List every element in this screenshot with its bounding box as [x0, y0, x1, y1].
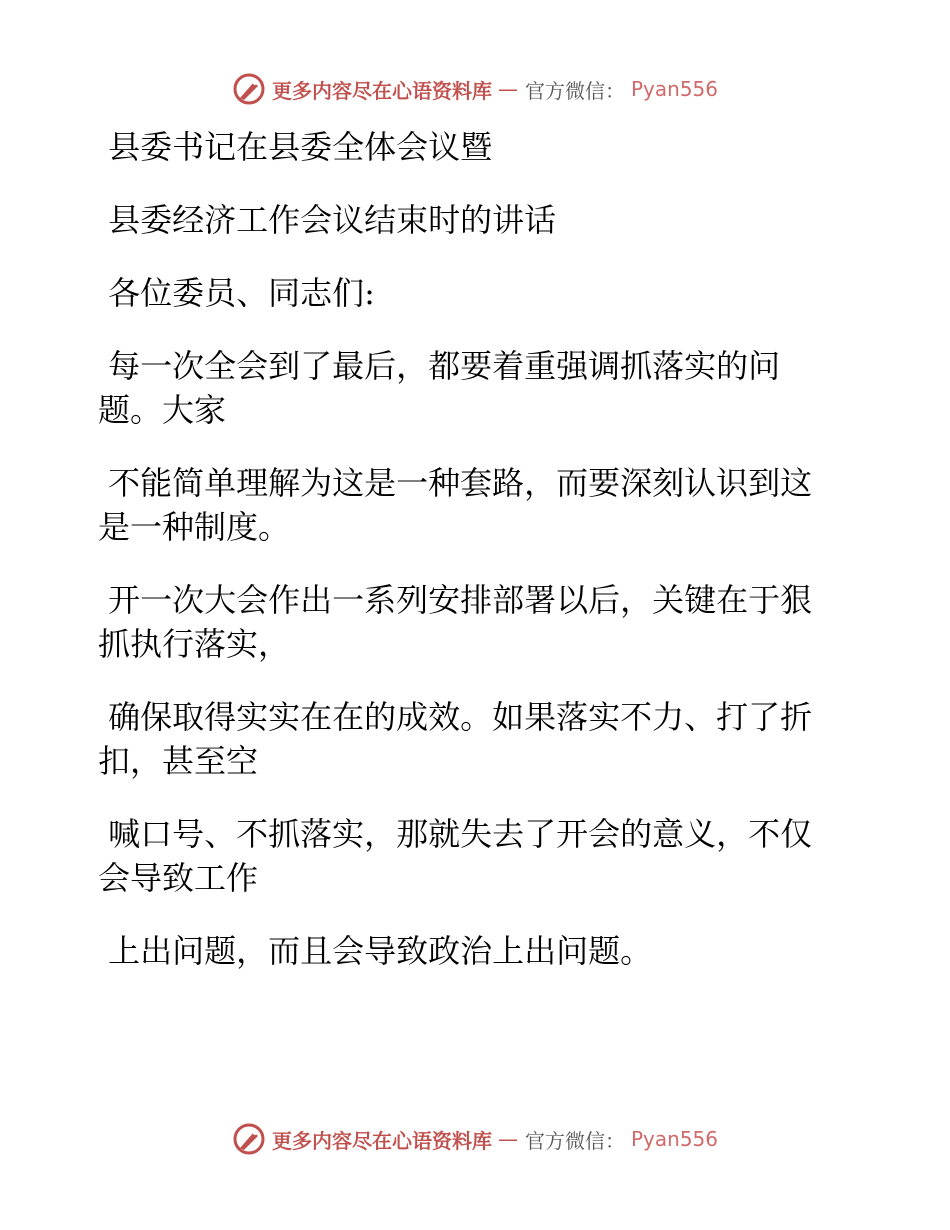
watermark-id: Pyan556 [630, 77, 718, 101]
paragraph-line: 确保取得实实在在的成效。如果落实不力、打了折扣，甚至空 [98, 698, 813, 780]
paragraph-line: 喊口号、不抓落实，那就失去了开会的意义，不仅会导致工作 [98, 815, 813, 897]
watermark-separator: — [497, 1127, 519, 1151]
title-line-2: 县委经济工作会议结束时的讲话 [98, 201, 557, 239]
watermark-main-text: 更多内容尽在心语资料库 [271, 78, 492, 103]
paragraph-line: 上出问题，而且会导致政治上出问题。 [98, 932, 653, 970]
title-line-1: 县委书记在县委全体会议暨 [98, 128, 493, 166]
paragraph-line: 开一次大会作出一系列安排部署以后，关键在于狠抓执行落实， [98, 581, 813, 663]
pen-logo-icon [232, 72, 266, 106]
salutation: 各位委员、同志们: [98, 274, 375, 312]
footer-watermark [0, 1122, 950, 1156]
paragraph-line: 不能简单理解为这是一种套路，而要深刻认识到这是一种制度。 [98, 464, 813, 546]
watermark-id: Pyan556 [630, 1127, 718, 1151]
watermark-label: 官方微信： [524, 78, 625, 103]
header-watermark [0, 72, 950, 106]
watermark-separator: — [497, 77, 519, 101]
watermark-label: 官方微信： [524, 1128, 625, 1153]
document-body [98, 125, 838, 973]
watermark-main-text: 更多内容尽在心语资料库 [271, 1128, 492, 1153]
pen-logo-icon [232, 1122, 266, 1156]
paragraph-line: 每一次全会到了最后，都要着重强调抓落实的问题。大家 [98, 347, 781, 429]
